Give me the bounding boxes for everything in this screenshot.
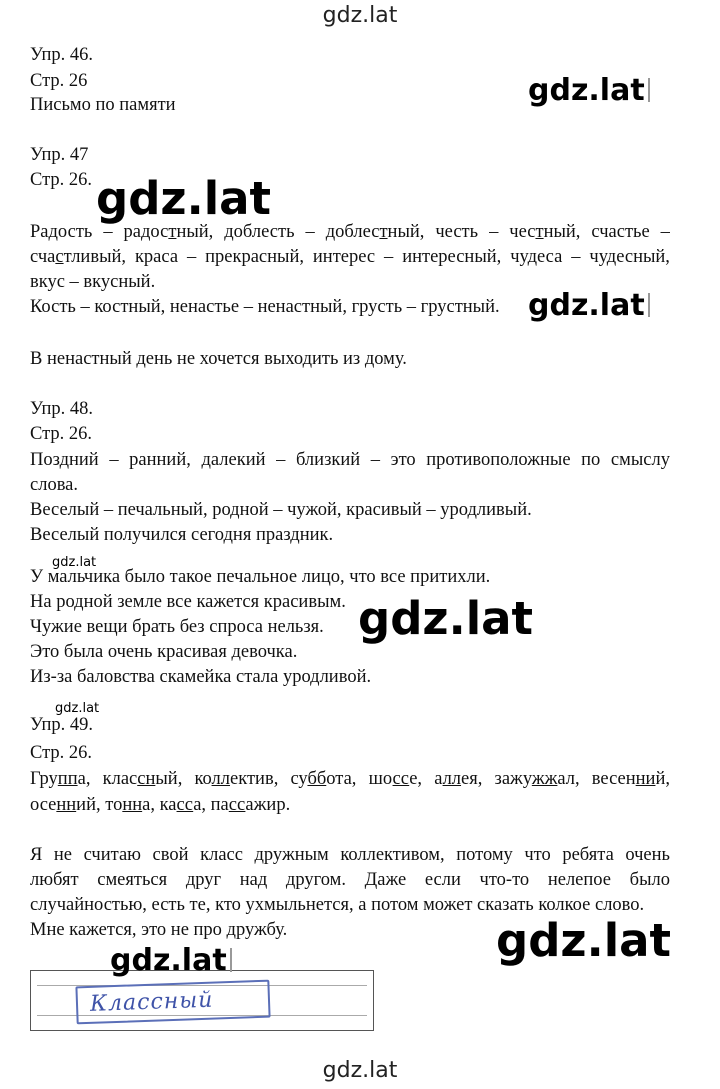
watermark-small-2: gdz.lat	[55, 701, 100, 716]
word: смеяться	[97, 870, 168, 890]
ex48-line-3: Веселый – печальный, родной – чужой, красивый – уродливый.	[30, 500, 532, 520]
word: счастливый,	[30, 247, 127, 267]
word: противоположные	[426, 450, 571, 470]
word: зажужжал,	[494, 769, 580, 789]
ex49-para-line-1	[30, 846, 670, 865]
ex48-line-6: На родной земле все кажется красивым.	[30, 592, 346, 612]
ex49-para-line-3: случайностью, есть те, кто ухмыльнется, а потом может сказать колкое слово.	[30, 895, 645, 915]
word: чудеса	[510, 247, 563, 267]
word: радостный,	[123, 222, 214, 242]
watermark-big-3: gdz.lat	[496, 914, 672, 967]
word: краса	[134, 247, 179, 267]
word: класс	[200, 845, 243, 865]
word: любят	[30, 870, 79, 890]
ex49-line-2: осенний, тонна, касса, пассажир.	[30, 795, 291, 815]
ex48-line-9: Из-за баловства скамейка стала уродливой.	[30, 667, 372, 687]
word: было	[629, 870, 670, 890]
word: ребята	[562, 845, 614, 865]
word: –	[489, 222, 499, 242]
ex46-title: Упр. 46.	[30, 45, 93, 65]
word: Поздний	[30, 450, 99, 470]
word: друг	[185, 870, 222, 890]
word: дружным	[254, 845, 329, 865]
ex49-para-line-4: Мне кажется, это не про дружбу.	[30, 920, 288, 940]
word: классный,	[102, 769, 183, 789]
ex48-page: Стр. 26.	[30, 424, 93, 444]
ex48-line-8: Это была очень красивая девочка.	[30, 642, 298, 662]
word: доблестный,	[325, 222, 425, 242]
word: весенний,	[591, 769, 670, 789]
ex49-line-1	[30, 770, 670, 789]
word: –	[109, 450, 119, 470]
ex49-page: Стр. 26.	[30, 743, 93, 763]
word: близкий	[295, 450, 361, 470]
word: честный,	[509, 222, 581, 242]
watermark-mid: gdz.lat	[358, 592, 534, 645]
ex47-line-3: вкус – вкусный.	[30, 272, 156, 292]
word: очень	[625, 845, 670, 865]
ex48-line-2: слова.	[30, 475, 79, 495]
ex47-sentence: В ненастный день не хочется выходить из дому.	[30, 349, 407, 369]
ex48-line-4: Веселый получился сегодня праздник.	[30, 525, 334, 545]
word: Радость	[30, 222, 93, 242]
word: что	[524, 845, 551, 865]
word: интересный,	[402, 247, 502, 267]
word: –	[384, 247, 394, 267]
ex48-line-7: Чужие вещи брать без спроса нельзя.	[30, 617, 324, 637]
ex47-line-4: Кость – костный, ненастье – ненастный, грусть – грустный.	[30, 297, 500, 317]
word: суббота,	[290, 769, 357, 789]
word: считаю	[83, 845, 141, 865]
word: –	[276, 450, 286, 470]
watermark-big-1: gdz.lat	[96, 172, 272, 225]
word: не	[53, 845, 73, 865]
ex47-line-1	[30, 223, 670, 242]
ex49-title: Упр. 49.	[30, 715, 93, 735]
word: Даже	[364, 870, 407, 890]
word: далекий	[201, 450, 266, 470]
word: прекрасный,	[205, 247, 304, 267]
word: коллективом,	[340, 845, 445, 865]
word: –	[660, 222, 670, 242]
word: шоссе,	[368, 769, 423, 789]
handwriting-frame	[75, 980, 270, 1025]
word: счастье	[591, 222, 650, 242]
watermark-top: gdz.lat	[322, 3, 398, 28]
word: –	[186, 247, 197, 267]
word: аллея,	[434, 769, 483, 789]
watermark-small-1: gdz.lat	[52, 555, 97, 570]
word: –	[305, 222, 315, 242]
word: –	[370, 450, 381, 470]
word: другом.	[285, 870, 346, 890]
ex47-title: Упр. 47	[30, 145, 89, 165]
word: ранний,	[129, 450, 191, 470]
word: если	[424, 870, 461, 890]
watermark-bottom: gdz.lat	[322, 1058, 398, 1083]
handwriting-word: Классный	[89, 987, 214, 1017]
word: что-то	[479, 870, 530, 890]
ex48-line-5: У мальчика было такое печальное лицо, что все притихли.	[30, 567, 491, 587]
word: Группа,	[30, 769, 91, 789]
word: коллектив,	[194, 769, 279, 789]
word: это	[390, 450, 416, 470]
word: –	[571, 247, 581, 267]
ex46-page: Стр. 26	[30, 71, 88, 91]
handwriting-sample	[30, 970, 374, 1031]
ex48-title: Упр. 48.	[30, 399, 93, 419]
word: нелепое	[547, 870, 611, 890]
watermark-low: gdz.lat	[110, 946, 232, 976]
word: по	[581, 450, 601, 470]
ex46-text: Письмо по памяти	[30, 95, 176, 115]
word: свой	[152, 845, 189, 865]
word: –	[103, 222, 113, 242]
word: чудесный,	[589, 247, 670, 267]
ex47-page: Стр. 26.	[30, 170, 93, 190]
word: доблесть	[224, 222, 295, 242]
word: потому	[456, 845, 513, 865]
word: над	[239, 870, 268, 890]
word: честь	[435, 222, 479, 242]
ex47-line-2	[30, 248, 670, 267]
watermark-right-2: gdz.lat	[528, 291, 650, 321]
word: Я	[30, 845, 43, 865]
word: интерес	[312, 247, 376, 267]
word: смыслу	[610, 450, 670, 470]
ex49-para-line-2	[30, 871, 670, 890]
ex48-line-1	[30, 451, 670, 470]
watermark-right-1: gdz.lat	[528, 76, 650, 106]
